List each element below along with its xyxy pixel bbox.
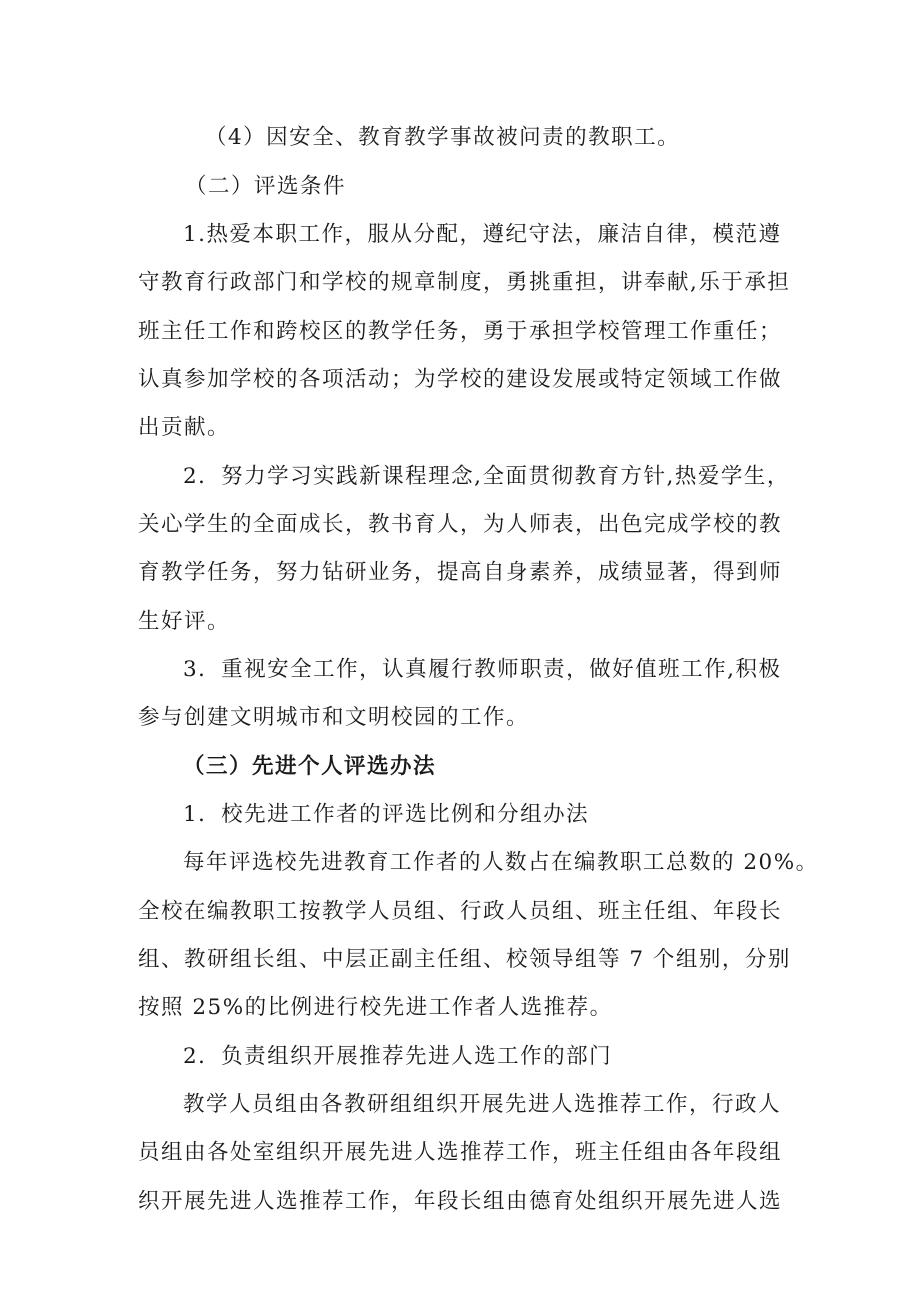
text-line-criterion-3: 参与创建文明城市和文明校园的工作。 (138, 705, 530, 730)
text-line-method-1: 组、教研组长组、中层正副主任组、校领导组等 7 个组别，分别 (138, 947, 791, 972)
text-line-criterion-2: 关心学生的全面成长，教书育人，为人师表，出色完成学校的教 (138, 512, 783, 537)
text-line-method-2-heading: 2．负责组织开展推荐先进人选工作的部门 (183, 1044, 613, 1069)
text-line-method-1: 按照 25%的比例进行校先进工作者人选推荐。 (138, 995, 613, 1020)
text-line-method-1-heading: 1．校先进工作者的评选比例和分组办法 (183, 802, 590, 827)
text-line-criterion-3: 3．重视安全工作，认真履行教师职责，做好值班工作,积极 (183, 657, 782, 682)
text-line-criterion-2: 育教学任务，努力钻研业务，提高自身素养，成绩显著，得到师 (138, 560, 783, 585)
text-line-method-1: 每年评选校先进教育工作者的人数占在编教职工总数的 20%。 (183, 850, 819, 875)
text-line-criterion-1: 守教育行政部门和学校的规章制度，勇挑重担，讲奉献,乐于承担 (138, 270, 791, 295)
section-heading-criteria: （二）评选条件 (185, 174, 347, 199)
text-line-criterion-1: 1.热爱本职工作，服从分配，遵纪守法，廉洁自律，模范遵 (183, 222, 782, 247)
text-line-method-2: 教学人员组由各教研组组织开展先进人选推荐工作，行政人 (183, 1092, 782, 1117)
text-line-criterion-2: 生好评。 (138, 609, 231, 634)
text-line-method-2: 织开展先进人选推荐工作，年段长组由德育处组织开展先进人选 (138, 1189, 783, 1214)
section-heading-selection-method: （三）先进个人评选办法 (183, 754, 437, 779)
text-line-criterion-1: 认真参加学校的各项活动；为学校的建设发展或特定领域工作做 (138, 367, 783, 392)
text-line-method-1: 全校在编教职工按教学人员组、行政人员组、班主任组、年段长 (138, 899, 783, 924)
text-line-criterion-1: 班主任工作和跨校区的教学任务，勇于承担学校管理工作重任； (138, 319, 783, 344)
text-line-criterion-1: 出贡献。 (138, 415, 231, 440)
text-line-criterion-2: 2．努力学习实践新课程理念,全面贯彻教育方针,热爱学生， (183, 464, 790, 489)
text-line-exclusion-4: （4）因安全、教育教学事故被问责的教职工。 (205, 125, 681, 150)
text-line-method-2: 员组由各处室组织开展先进人选推荐工作，班主任组由各年段组 (138, 1140, 783, 1165)
